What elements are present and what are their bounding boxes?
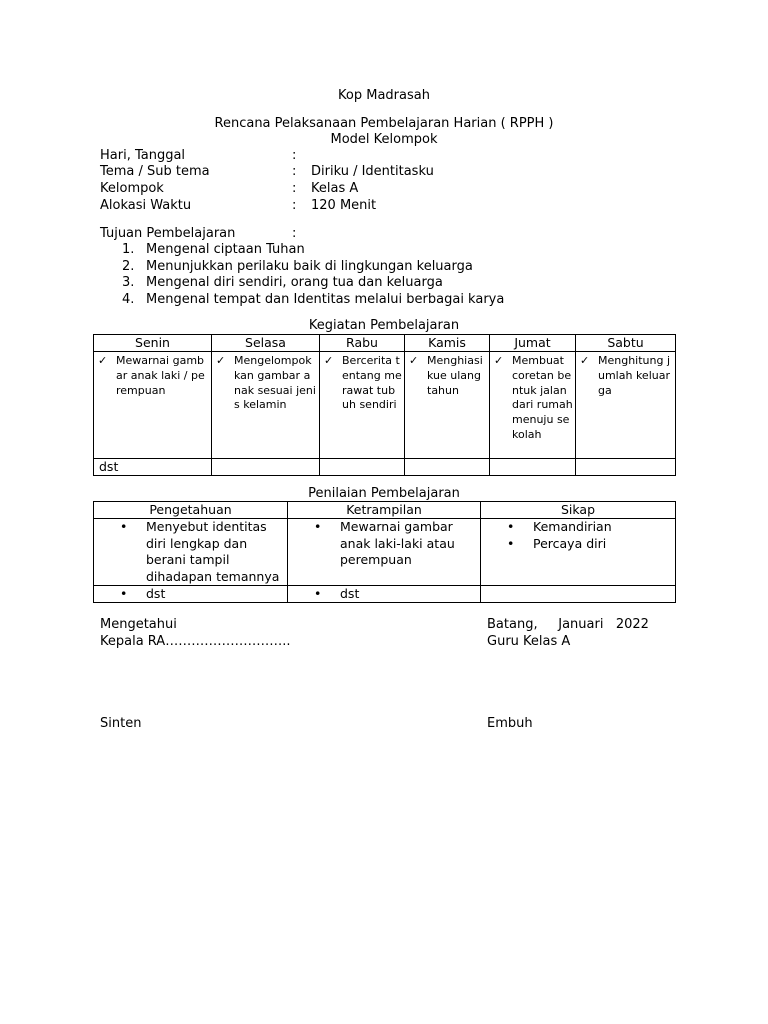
table-row (94, 586, 676, 603)
table-cell (490, 352, 576, 459)
goals-label: Tujuan Pembelajaran (100, 226, 236, 241)
column-header-sabtu: Sabtu (576, 335, 676, 352)
goals-colon: : (292, 226, 297, 241)
kegiatan-title: Kegiatan Pembelajaran (308, 318, 460, 333)
column-header-selasa: Selasa (212, 335, 320, 352)
table-cell (320, 459, 405, 476)
list-number: 4. (122, 291, 135, 307)
table-cell (94, 519, 288, 586)
kegiatan-table (93, 334, 676, 476)
list-number: 1. (122, 242, 135, 257)
list-text: Mengenal diri sendiri, orang tua dan keluarga (146, 275, 443, 290)
checkmark-icon: ✓ (409, 354, 419, 367)
table-cell (212, 352, 320, 459)
checkmark-icon: ✓ (324, 354, 334, 367)
list-item (100, 292, 504, 309)
table-header-row (94, 335, 676, 352)
bullet-icon: • (314, 519, 322, 534)
table-cell (288, 586, 481, 603)
table-cell (405, 352, 490, 459)
assessment-text: dst (146, 586, 166, 601)
table-cell (320, 352, 405, 459)
info-label: Tema / Sub tema (100, 164, 210, 179)
penilaian-table (93, 501, 676, 603)
assessment-text: dst (340, 586, 360, 601)
activity-text: Menghiasi kue ulang tahun (427, 354, 483, 397)
info-colon: : (292, 148, 297, 163)
info-value: Diriku / Identitasku (311, 164, 434, 179)
signature-left-role: Kepala RA……………………….. (100, 634, 291, 649)
list-text: Mengenal ciptaan Tuhan (146, 242, 305, 257)
activity-text: Mengelompokkan gambar anak sesuai jenis kelamin (234, 354, 316, 412)
list-text: Menunjukkan perilaku baik di lingkungan keluarga (146, 258, 473, 274)
signature-left-name: Sinten (100, 716, 142, 731)
info-label: Hari, Tanggal (100, 148, 186, 163)
checkmark-icon: ✓ (494, 354, 504, 367)
info-colon: : (292, 164, 297, 179)
assessment-text: Mewarnai gambar anak laki-laki atau perempuan (340, 519, 455, 567)
column-header-ketrampilan: Ketrampilan (288, 502, 481, 519)
list-number: 2. (122, 258, 135, 274)
document-title: Rencana Pelaksanaan Pembelajaran Harian ( RPPH ) (214, 116, 554, 131)
info-label: Kelompok (100, 181, 164, 196)
info-label: Alokasi Waktu (100, 198, 192, 213)
checkmark-icon: ✓ (216, 354, 226, 367)
info-value: 120 Menit (311, 198, 377, 213)
table-cell (576, 352, 676, 459)
assessment-text: Menyebut identitas diri lengkap dan berani tampil dihadapan temannya (146, 519, 280, 584)
bullet-icon: • (507, 535, 515, 551)
signature-left-heading: Mengetahui (100, 617, 177, 632)
table-cell (481, 586, 676, 603)
assessment-text: Kemandirian (533, 519, 612, 534)
bullet-icon: • (120, 519, 128, 534)
activity-text: Menghitung jumlah keluarga (598, 354, 671, 397)
info-colon: : (292, 198, 297, 213)
column-header-sikap: Sikap (481, 502, 676, 519)
column-header-pengetahuan: Pengetahuan (94, 502, 288, 519)
bullet-icon: • (314, 586, 322, 601)
table-cell (576, 459, 676, 476)
list-text: Mengenal tempat dan Identitas melalui berbagai karya (146, 291, 505, 307)
table-row (94, 459, 676, 476)
signature-right-role: Guru Kelas A (487, 634, 571, 649)
list-item (100, 242, 504, 259)
table-cell (490, 459, 576, 476)
signature-right-name: Embuh (487, 716, 533, 731)
checkmark-icon: ✓ (580, 354, 590, 367)
list-number: 3. (122, 275, 135, 290)
checkmark-icon: ✓ (98, 354, 108, 367)
signature-right-date: Batang, Januari 2022 (487, 617, 649, 632)
table-cell (94, 586, 288, 603)
column-header-jumat: Jumat (490, 335, 576, 352)
bullet-icon: • (507, 519, 515, 534)
assessment-text: Percaya diri (533, 535, 607, 551)
table-cell (481, 519, 676, 586)
table-cell (94, 352, 212, 459)
info-colon: : (292, 181, 297, 196)
table-cell (288, 519, 481, 586)
list-item (100, 275, 504, 292)
table-cell-dst: dst (94, 459, 212, 476)
column-header-kamis: Kamis (405, 335, 490, 352)
activity-text: Membuat coretan bentuk jalan dari rumah menuju sekolah (512, 354, 573, 441)
table-header-row (94, 502, 676, 519)
goals-list (100, 242, 504, 308)
list-item (100, 259, 504, 276)
document-subtitle: Model Kelompok (330, 132, 438, 147)
table-row (94, 352, 676, 459)
goals-heading (100, 226, 297, 241)
activity-text: Bercerita tentang merawat tubuh sendiri (342, 354, 402, 412)
activity-text: Mewarnai gambar anak laki / perempuan (116, 354, 205, 397)
column-header-senin: Senin (94, 335, 212, 352)
table-row (94, 519, 676, 586)
info-value: Kelas A (311, 181, 359, 196)
penilaian-title: Penilaian Pembelajaran (308, 486, 460, 501)
table-cell (405, 459, 490, 476)
bullet-icon: • (120, 586, 128, 601)
table-cell (212, 459, 320, 476)
learning-goals (100, 226, 505, 307)
column-header-rabu: Rabu (320, 335, 405, 352)
kop-madrasah: Kop Madrasah (338, 88, 430, 103)
